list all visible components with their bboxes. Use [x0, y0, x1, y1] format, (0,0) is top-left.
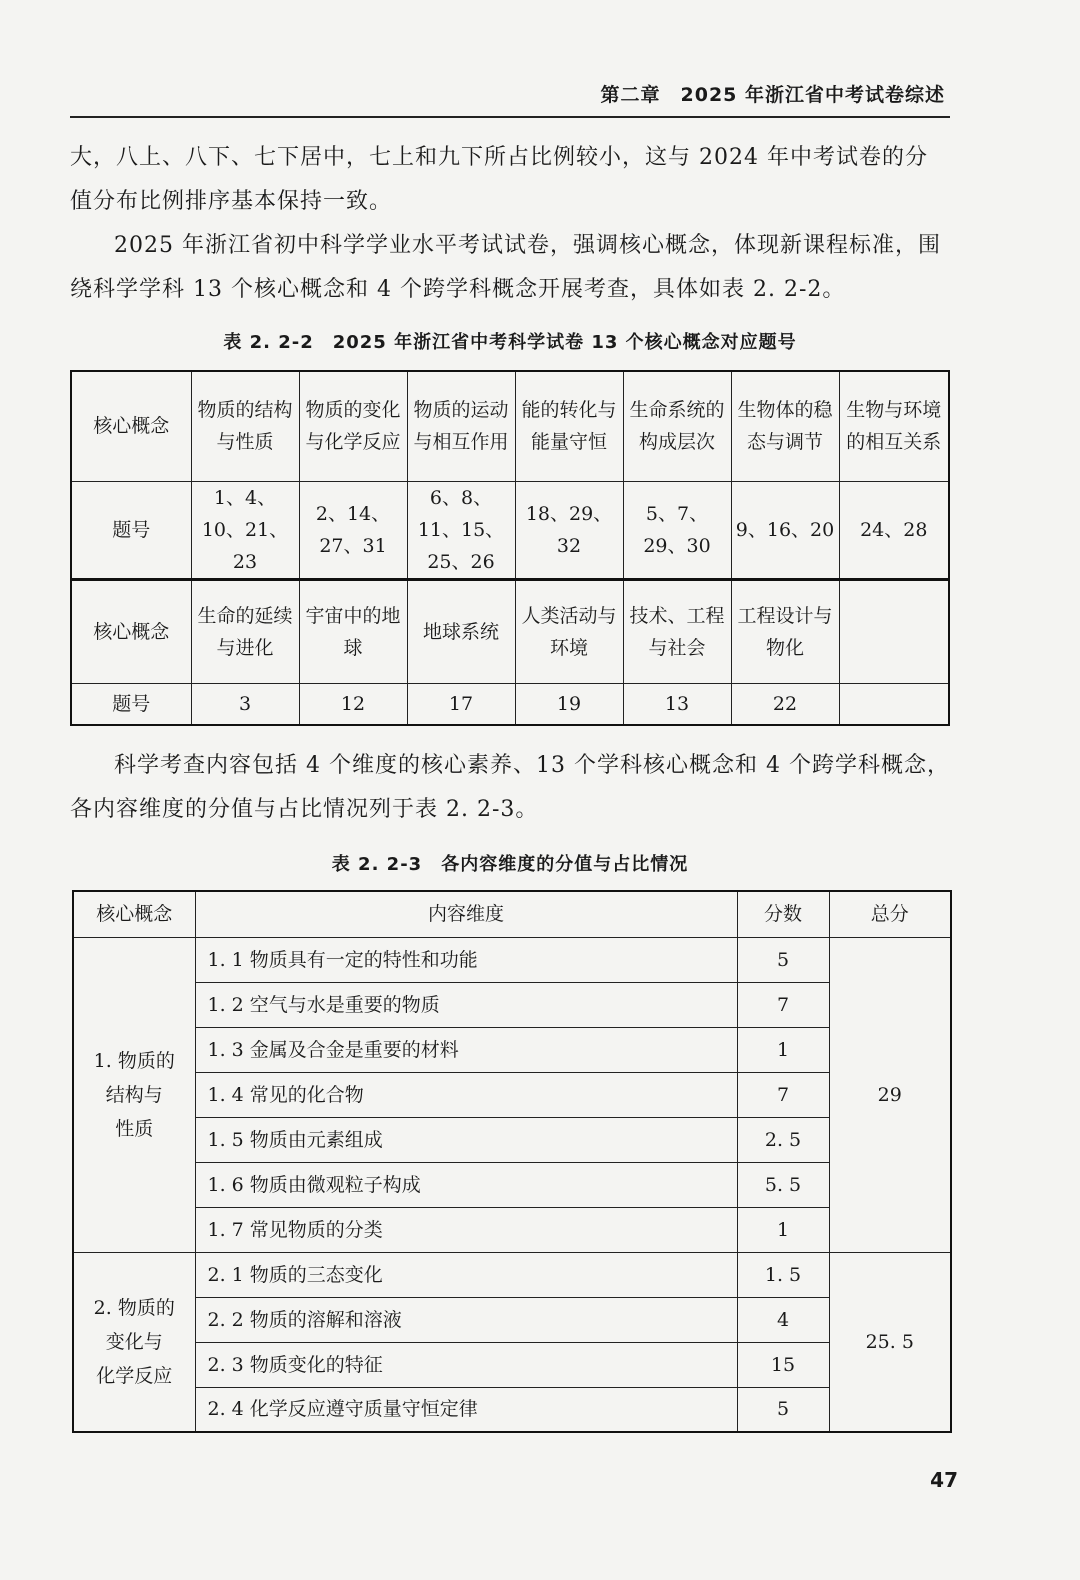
number-cell: 17: [407, 683, 515, 725]
table-2-2-2-caption: 表 2. 2-2 2025 年浙江省中考科学试卷 13 个核心概念对应题号: [223, 332, 797, 353]
total-cell: 29: [829, 937, 951, 1252]
number-cell: 12: [299, 683, 407, 725]
chapter-header: 第二章 2025 年浙江省中考试卷综述: [600, 84, 945, 106]
header-score: 分数: [737, 891, 829, 937]
content-dimension-table: [72, 890, 952, 1433]
dimension-cell: 1. 1 物质具有一定的特性和功能: [195, 937, 737, 982]
dimension-cell: 1. 5 物质由元素组成: [195, 1117, 737, 1162]
score-cell: 5: [737, 937, 829, 982]
concept-cell: 物质的结构与性质: [191, 371, 299, 481]
number-cell: 22: [731, 683, 839, 725]
concept-cell: 人类活动与环境: [515, 579, 623, 683]
dimension-cell: 2. 1 物质的三态变化: [195, 1252, 737, 1297]
number-cell: 3: [191, 683, 299, 725]
dimension-cell: 2. 3 物质变化的特征: [195, 1342, 737, 1387]
header-dimension: 内容维度: [195, 891, 737, 937]
row-label-concept: 核心概念: [71, 371, 191, 481]
paragraph-1: 大，八上、八下、七下居中，七上和九下所占比例较小，这与 2024 年中考试卷的分值分布比例排序基本保持一致。: [70, 145, 928, 214]
dimension-cell: 1. 7 常见物质的分类: [195, 1207, 737, 1252]
score-cell: 4: [737, 1297, 829, 1342]
number-cell: 9、16、20: [731, 481, 839, 579]
concept-cell: 生命的延续与进化: [191, 579, 299, 683]
score-cell: 5. 5: [737, 1162, 829, 1207]
paragraph-3: 科学考查内容包括 4 个维度的核心素养、13 个学科核心概念和 4 个跨学科概念，各内容维度的分值与占比情况列于表 2. 2-3。: [70, 753, 950, 822]
number-cell: 1、4、10、21、23: [191, 481, 299, 579]
number-cell: 2、14、27、31: [299, 481, 407, 579]
number-cell: 6、8、11、15、25、26: [407, 481, 515, 579]
score-cell: 7: [737, 982, 829, 1027]
number-cell: 13: [623, 683, 731, 725]
number-cell: 24、28: [839, 481, 949, 579]
group-concept-cell: 2. 物质的 变化与 化学反应: [73, 1252, 195, 1432]
number-cell: 5、7、29、30: [623, 481, 731, 579]
header-concept: 核心概念: [73, 891, 195, 937]
concept-cell: 工程设计与物化: [731, 579, 839, 683]
dimension-cell: 1. 3 金属及合金是重要的材料: [195, 1027, 737, 1072]
dimension-cell: 2. 2 物质的溶解和溶液: [195, 1297, 737, 1342]
concept-cell: 生物体的稳态与调节: [731, 371, 839, 481]
row-label-concept: 核心概念: [71, 579, 191, 683]
page-number: 47: [930, 1468, 958, 1492]
total-cell: 25. 5: [829, 1252, 951, 1432]
score-cell: 5: [737, 1387, 829, 1432]
concept-cell: 生命系统的构成层次: [623, 371, 731, 481]
score-cell: 7: [737, 1072, 829, 1117]
dimension-cell: 1. 2 空气与水是重要的物质: [195, 982, 737, 1027]
number-cell: [839, 683, 949, 725]
concept-cell: [839, 579, 949, 683]
concept-cell: 能的转化与能量守恒: [515, 371, 623, 481]
core-concept-table: [70, 370, 950, 726]
dimension-cell: 1. 4 常见的化合物: [195, 1072, 737, 1117]
header-rule: [70, 116, 950, 118]
concept-cell: 生物与环境的相互关系: [839, 371, 949, 481]
paragraph-2: 2025 年浙江省初中科学学业水平考试试卷，强调核心概念，体现新课程标准，围绕科学学科 13 个核心概念和 4 个跨学科概念开展考查，具体如表 2. 2-2。: [70, 233, 941, 302]
concept-cell: 宇宙中的地球: [299, 579, 407, 683]
dimension-cell: 1. 6 物质由微观粒子构成: [195, 1162, 737, 1207]
score-cell: 1: [737, 1027, 829, 1072]
group-concept-cell: 1. 物质的 结构与 性质: [73, 937, 195, 1252]
number-cell: 19: [515, 683, 623, 725]
table-2-2-3-caption: 表 2. 2-3 各内容维度的分值与占比情况: [331, 854, 689, 875]
concept-cell: 物质的变化与化学反应: [299, 371, 407, 481]
concept-cell: 地球系统: [407, 579, 515, 683]
row-label-number: 题号: [71, 481, 191, 579]
row-label-number: 题号: [71, 683, 191, 725]
score-cell: 2. 5: [737, 1117, 829, 1162]
score-cell: 15: [737, 1342, 829, 1387]
dimension-cell: 2. 4 化学反应遵守质量守恒定律: [195, 1387, 737, 1432]
score-cell: 1: [737, 1207, 829, 1252]
score-cell: 1. 5: [737, 1252, 829, 1297]
header-total: 总分: [829, 891, 951, 937]
concept-cell: 技术、工程与社会: [623, 579, 731, 683]
concept-cell: 物质的运动与相互作用: [407, 371, 515, 481]
number-cell: 18、29、32: [515, 481, 623, 579]
